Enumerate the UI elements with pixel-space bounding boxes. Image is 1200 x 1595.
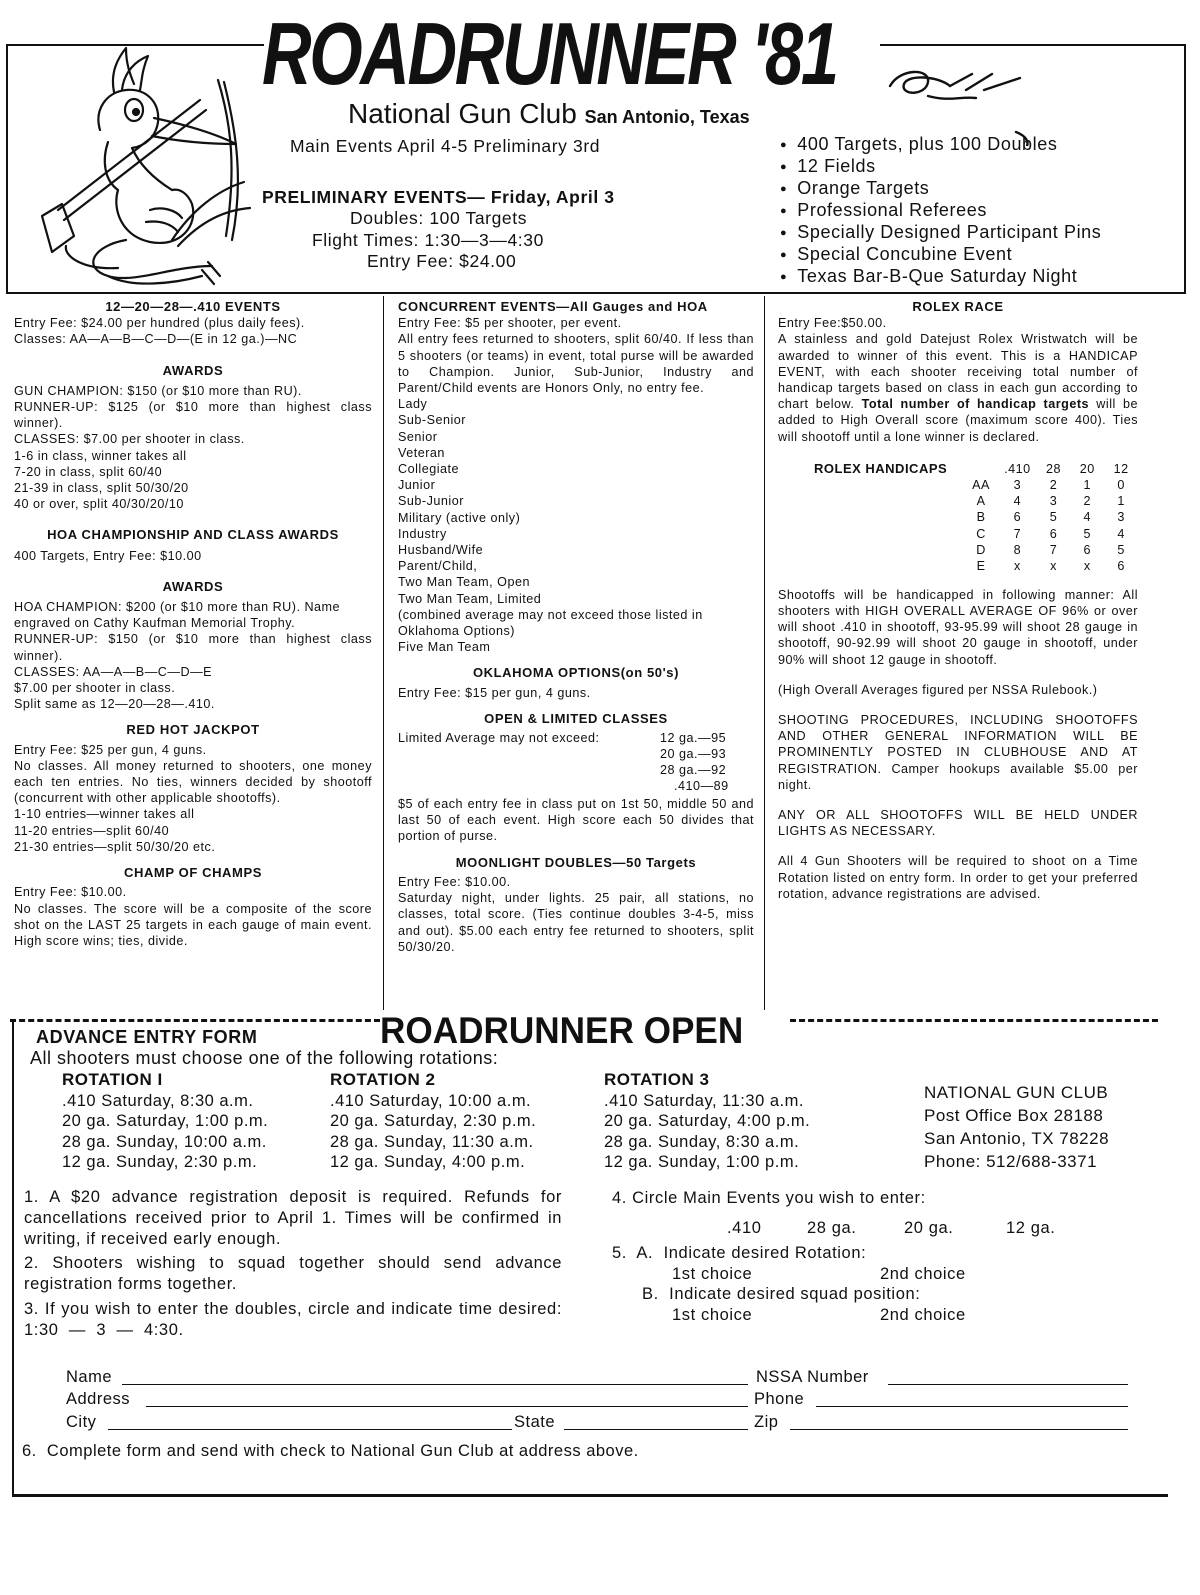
limit-item: 20 ga.—93: [660, 747, 727, 762]
left-border: [6, 44, 8, 292]
text-span-bold: Total number of handicap targets: [861, 397, 1090, 412]
event-item: Collegiate: [398, 462, 460, 477]
text-line: All 4 Gun Shooters will be required to shoot on a Time Rotation listed on entry form. In order to get your preferred rotation, advance registrations are advised.: [778, 854, 1138, 901]
event-item: Sub-Junior: [398, 494, 464, 509]
squad-choice-1[interactable]: 1st choice: [672, 1306, 753, 1324]
feature-item: ● 400 Targets, plus 100 Doubles: [780, 134, 1101, 156]
cut-line-left: [10, 1019, 380, 1022]
event-item: Two Man Team, Open: [398, 575, 530, 590]
table-cell: 3: [1049, 494, 1058, 509]
event-item: Parent/Child,: [398, 559, 478, 574]
feature-item: ● Professional Referees: [780, 200, 1101, 222]
table-cell: 1: [1083, 478, 1092, 493]
text-line: 21-30 entries—split 50/30/20 etc.: [14, 839, 216, 854]
form-title: ROADRUNNER OPEN: [380, 1010, 744, 1051]
rotation-name: ROTATION 3: [604, 1070, 710, 1089]
text-line: Entry Fee: $10.00.: [398, 874, 511, 889]
table-cell: B: [976, 510, 986, 525]
event-item: Husband/Wife: [398, 543, 484, 558]
form-left-border: [12, 1020, 14, 1496]
right-border: [1184, 44, 1186, 292]
section-heading: CONCURRENT EVENTS—All Gauges and HOA: [398, 299, 708, 314]
section-heading: OPEN & LIMITED CLASSES: [484, 710, 668, 726]
roadrunner-dust-squiggle-icon: [880, 56, 1030, 146]
text-line: No classes. The score will be a composite of the score shot on the LAST 25 targets in each gauge of main event. High score wins; ties, divide.: [14, 901, 372, 948]
text-line: Entry Fee: $5 per shooter, per event.: [398, 316, 622, 331]
table-row: [964, 477, 1138, 493]
table-cell: 4: [1013, 494, 1022, 509]
table-cell: E: [976, 559, 986, 574]
section-heading: AWARDS: [162, 578, 224, 594]
squad-choice-2[interactable]: 2nd choice: [880, 1306, 966, 1324]
header-bottom-rule: [6, 292, 1186, 294]
text-line: SHOOTING PROCEDURES, INCLUDING SHOOTOFFS AND OTHER GENERAL INFORMATION WILL BE PROMINENTLY POSTED IN CLUBHOUSE AND AT REGISTRATION. Camper hookups available $5.00 per night.: [778, 713, 1138, 792]
rotation-2: [330, 1070, 536, 1173]
rotation-3: [604, 1070, 810, 1173]
address-line: NATIONAL GUN CLUB: [924, 1083, 1109, 1102]
text-line: Saturday night, under lights. 25 pair, all stations, no classes, total score. (Ties continue doubles 3-4-5, miss and out). $5.00 each entry fee returned to shooters, split 50/30/20.: [398, 891, 754, 954]
text-line: All entry fees returned to shooters, split 60/40. If less than 5 shooters (or teams) in event, total purse will be awarded to Champion. Junior, Sub-Junior, Industry and Parent/Child events are Honors Only, no entry fee.: [398, 332, 754, 396]
table-cell: 0: [1117, 478, 1125, 493]
club-name-line: [348, 98, 750, 130]
table-cell: 6: [1083, 542, 1092, 557]
advance-entry-label: ADVANCE ENTRY FORM: [36, 1027, 258, 1047]
section-heading: 12—20—28—.410 EVENTS: [105, 299, 281, 314]
text-line: [778, 331, 1138, 444]
table-row: [964, 526, 1138, 542]
city-label: City: [66, 1413, 97, 1431]
roadrunner-mascot-illustration: [22, 40, 262, 290]
section-heading: ROLEX RACE: [912, 299, 1004, 314]
instruction-2: 2. Shooters wishing to squad together should send advance registration forms together.: [24, 1254, 562, 1293]
table-cell: 2: [1049, 478, 1058, 493]
event-item: Military (active only): [398, 510, 521, 525]
text-line: 11-20 entries—split 60/40: [14, 823, 170, 838]
event-item: Veteran: [398, 445, 445, 460]
rotation-line: 28 ga. Sunday, 11:30 a.m.: [330, 1132, 534, 1151]
column-events: [14, 299, 372, 949]
instruction-4: 4. Circle Main Events you wish to enter:: [612, 1189, 926, 1207]
rotation-choice-1[interactable]: 1st choice: [672, 1265, 753, 1283]
text-line: $7.00 per shooter in class.: [14, 681, 176, 696]
instruction-3: 3. If you wish to enter the doubles, circle and indicate time desired: 1:30 — 3 — 4:30.: [24, 1300, 588, 1339]
instruction-1: 1. A $20 advance registration deposit is required. Refunds for cancellations received prior to April 1. Times will be confirmed in writing, if received early enough.: [24, 1188, 562, 1248]
table-cell: 5: [1117, 542, 1125, 557]
name-field[interactable]: [122, 1384, 748, 1385]
text-line: Split same as 12—20—28—.410.: [14, 697, 215, 712]
text-line: Entry Fee: $10.00.: [14, 885, 127, 900]
table-cell: A: [976, 494, 986, 509]
gauge-option[interactable]: 12 ga.: [1006, 1219, 1056, 1237]
name-label: Name: [66, 1368, 113, 1386]
table-header: 28: [1046, 461, 1062, 476]
table-cell: 1: [1117, 494, 1125, 509]
table-cell: 7: [1013, 526, 1022, 541]
rotation-line: 28 ga. Sunday, 10:00 a.m.: [62, 1132, 267, 1151]
rotation-intro: All shooters must choose one of the following rotations:: [30, 1048, 499, 1068]
phone-label: Phone: [754, 1390, 805, 1408]
text-line: 40 or over, split 40/30/20/10: [14, 497, 184, 512]
text-line: Entry Fee: $25 per gun, 4 guns.: [14, 742, 207, 757]
event-item: Industry: [398, 526, 447, 541]
section-heading: AWARDS: [162, 362, 224, 378]
text-line: CLASSES: AA—A—B—C—D—E: [14, 664, 213, 679]
text-line: 7-20 in class, split 60/40: [14, 464, 163, 479]
event-item: Two Man Team, Limited: [398, 591, 542, 606]
table-cell: AA: [972, 478, 990, 493]
prelim-doubles: Doubles: 100 Targets: [350, 208, 528, 228]
table-header: 12: [1113, 461, 1129, 476]
text-line: Entry Fee: $24.00 per hundred (plus daily fees).: [14, 316, 305, 331]
prelim-entry-fee: Entry Fee: $24.00: [367, 251, 517, 271]
text-line: RUNNER-UP: $150 (or $10 more than highest class winner).: [14, 632, 372, 663]
table-cell: 3: [1117, 510, 1125, 525]
section-heading: RED HOT JACKPOT: [126, 722, 260, 738]
table-cell: 6: [1117, 559, 1125, 574]
text-line: GUN CHAMPION: $150 (or $10 more than RU).: [14, 383, 302, 398]
address-line: Post Office Box 28188: [924, 1106, 1104, 1125]
table-row: [964, 542, 1138, 558]
rolex-handicaps-table: [778, 461, 1138, 575]
table-row: [964, 493, 1138, 509]
rotation-line: .410 Saturday, 11:30 a.m.: [604, 1091, 804, 1110]
prelim-title: PRELIMINARY EVENTS— Friday, April 3: [262, 187, 615, 207]
text-line: (High Overall Averages figured per NSSA Rulebook.): [778, 682, 1098, 697]
table-cell: 7: [1049, 542, 1058, 557]
rotation-line: 12 ga. Sunday, 1:00 p.m.: [604, 1153, 800, 1171]
feature-list: [780, 134, 1101, 288]
table-cell: x: [1083, 559, 1091, 574]
text-line: Shootoffs will be handicapped in following manner: All shooters with HIGH OVERALL AVERAGE OF 96% or over will shoot .410 in shootoff, 93-95.99 will shoot 28 gauge in shootoff, 90-92.99 will shoot 20 gauge in shootoff, under 90% will shoot 12 gauge in shootoff.: [778, 587, 1138, 667]
rotation-line: 12 ga. Sunday, 2:30 p.m.: [62, 1153, 258, 1171]
event-item: Sub-Senior: [398, 413, 467, 428]
zip-field[interactable]: [790, 1429, 1128, 1430]
address-line: Phone: 512/688-3371: [924, 1152, 1098, 1171]
table-cell: 5: [1049, 510, 1058, 525]
nssa-label: NSSA Number: [756, 1368, 869, 1386]
instruction-6: 6. Complete form and send with check to National Gun Club at address above.: [22, 1442, 639, 1460]
table-cell: 6: [1049, 526, 1058, 541]
event-title: ROADRUNNER '81: [262, 4, 837, 103]
address-label: Address: [66, 1390, 131, 1408]
text-line: $5 of each entry fee in class put on 1st 50, middle 50 and last 50 of each event. High score each 50 divides that portion of purse.: [398, 797, 754, 844]
rotation-line: .410 Saturday, 10:00 a.m.: [330, 1091, 532, 1110]
table-title: ROLEX HANDICAPS: [814, 460, 948, 476]
state-label: State: [514, 1413, 556, 1431]
club-address: [924, 1081, 1109, 1173]
text-line: Entry Fee: $15 per gun, 4 guns.: [398, 685, 591, 700]
address-line: San Antonio, TX 78228: [924, 1129, 1110, 1148]
rotation-line: 12 ga. Sunday, 4:00 p.m.: [330, 1153, 526, 1171]
address-field[interactable]: [146, 1406, 748, 1407]
limit-item: 28 ga.—92: [660, 763, 727, 778]
table-cell: x: [1050, 559, 1057, 574]
section-heading: CHAMP OF CHAMPS: [123, 865, 263, 881]
text-line: (combined average may not exceed those listed in Oklahoma Options): [398, 607, 703, 639]
gauge-option[interactable]: 28 ga.: [807, 1219, 857, 1237]
column-divider: [764, 296, 765, 1010]
table-cell: x: [1013, 559, 1021, 574]
event-item: Lady: [398, 397, 428, 412]
club-name: National Gun Club: [348, 98, 577, 129]
feature-item: ● Texas Bar-B-Que Saturday Night: [780, 266, 1101, 288]
rotation-1: [62, 1070, 268, 1173]
table-cell: D: [976, 542, 986, 557]
rotation-line: 28 ga. Sunday, 8:30 a.m.: [604, 1132, 800, 1151]
event-item: Junior: [398, 478, 436, 493]
table-header: 20: [1079, 461, 1095, 476]
text-line: Classes: AA—A—B—C—D—(E in 12 ga.)—NC: [14, 332, 298, 347]
rotation-choice-2[interactable]: 2nd choice: [880, 1265, 966, 1283]
section-heading: OKLAHOMA OPTIONS(on 50's): [472, 665, 680, 681]
cut-line-right: [790, 1019, 1158, 1022]
limit-item: 12 ga.—95: [660, 731, 727, 746]
feature-item: ● Special Concubine Event: [780, 244, 1101, 266]
text-line: Five Man Team: [398, 640, 491, 655]
text-line: 1-10 entries—winner takes all: [14, 807, 195, 822]
text-line: 21-39 in class, split 50/30/20: [14, 481, 189, 496]
table-row: [964, 509, 1138, 525]
instruction-5a: 5. A. Indicate desired Rotation:: [612, 1244, 867, 1262]
text-line: Entry Fee:$50.00.: [778, 316, 887, 331]
section-heading: HOA CHAMPIONSHIP AND CLASS AWARDS: [47, 527, 339, 543]
text-line: CLASSES: $7.00 per shooter in class.: [14, 432, 245, 447]
text-line: HOA CHAMPION: $200 (or $10 more than RU). Name engraved on Cathy Kaufman Memorial Trophy.: [14, 600, 341, 631]
rotation-line: 20 ga. Saturday, 4:00 p.m.: [604, 1112, 811, 1130]
instruction-5b: B. Indicate desired squad position:: [642, 1285, 921, 1303]
rotation-line: 20 ga. Saturday, 1:00 p.m.: [62, 1112, 269, 1130]
event-dates: Main Events April 4-5 Preliminary 3rd: [290, 136, 601, 156]
text-line: Limited Average may not exceed:: [398, 731, 600, 746]
table-cell: 5: [1083, 526, 1092, 541]
top-border-right: [880, 44, 1186, 46]
text-line: RUNNER-UP: $125 (or $10 more than highest class winner).: [14, 400, 372, 431]
prelim-flight-times: Flight Times: 1:30—3—4:30: [312, 230, 544, 250]
column-divider: [383, 296, 384, 1010]
phone-field[interactable]: [816, 1406, 1128, 1407]
table-cell: 8: [1013, 542, 1022, 557]
table-row: [964, 558, 1138, 574]
table-cell: 6: [1013, 510, 1022, 525]
rotation-line: 20 ga. Saturday, 2:30 p.m.: [330, 1112, 537, 1130]
event-item: Senior: [398, 429, 438, 444]
gauge-option[interactable]: .410: [727, 1219, 762, 1237]
zip-label: Zip: [754, 1413, 779, 1431]
column-concurrent: [398, 299, 754, 955]
nssa-field[interactable]: [888, 1384, 1128, 1385]
table-cell: 4: [1083, 510, 1092, 525]
rotation-line: .410 Saturday, 8:30 a.m.: [62, 1091, 254, 1110]
table-header: .410: [1004, 461, 1031, 476]
feature-item: ● 12 Fields: [780, 156, 1101, 178]
text-span: A stainless and gold Datejust Rolex Wristwatch will be awarded to winner of this event. This is a HANDICAP EVENT, with each shooter receiving total number of handicap targets based on class in each gun according to chart below.: [778, 332, 1138, 412]
rotation-name: ROTATION I: [62, 1070, 163, 1089]
table-cell: 3: [1013, 478, 1022, 493]
form-bottom-border: [12, 1494, 1168, 1497]
text-span: will be added to High Overall score (maximum score 400). Ties will shootoff until a lone winner is declared.: [778, 397, 1139, 444]
gauge-option[interactable]: 20 ga.: [904, 1219, 954, 1237]
table-cell: 2: [1083, 494, 1092, 509]
section-heading: MOONLIGHT DOUBLES—50 Targets: [455, 854, 697, 870]
rotation-name: ROTATION 2: [330, 1070, 436, 1089]
column-rolex: [778, 299, 1138, 902]
limited-average-block: [398, 730, 754, 796]
club-city: San Antonio, Texas: [584, 107, 750, 127]
text-line: No classes. All money returned to shooters, one money each ten entries. No ties, winners decided by shootoff (concurrent with other applicable shootoffs).: [14, 758, 372, 806]
state-field[interactable]: [564, 1429, 748, 1430]
city-field[interactable]: [108, 1429, 512, 1430]
text-line: 400 Targets, Entry Fee: $10.00: [14, 548, 202, 563]
text-line: ANY OR ALL SHOOTOFFS WILL BE HELD UNDER LIGHTS AS NECESSARY.: [778, 808, 1138, 839]
text-line: 1-6 in class, winner takes all: [14, 448, 187, 463]
limit-item: .410—89: [674, 779, 729, 794]
table-cell: 4: [1117, 526, 1125, 541]
feature-item: ● Orange Targets: [780, 178, 1101, 200]
feature-item: ● Specially Designed Participant Pins: [780, 222, 1101, 244]
table-cell: C: [976, 526, 986, 541]
